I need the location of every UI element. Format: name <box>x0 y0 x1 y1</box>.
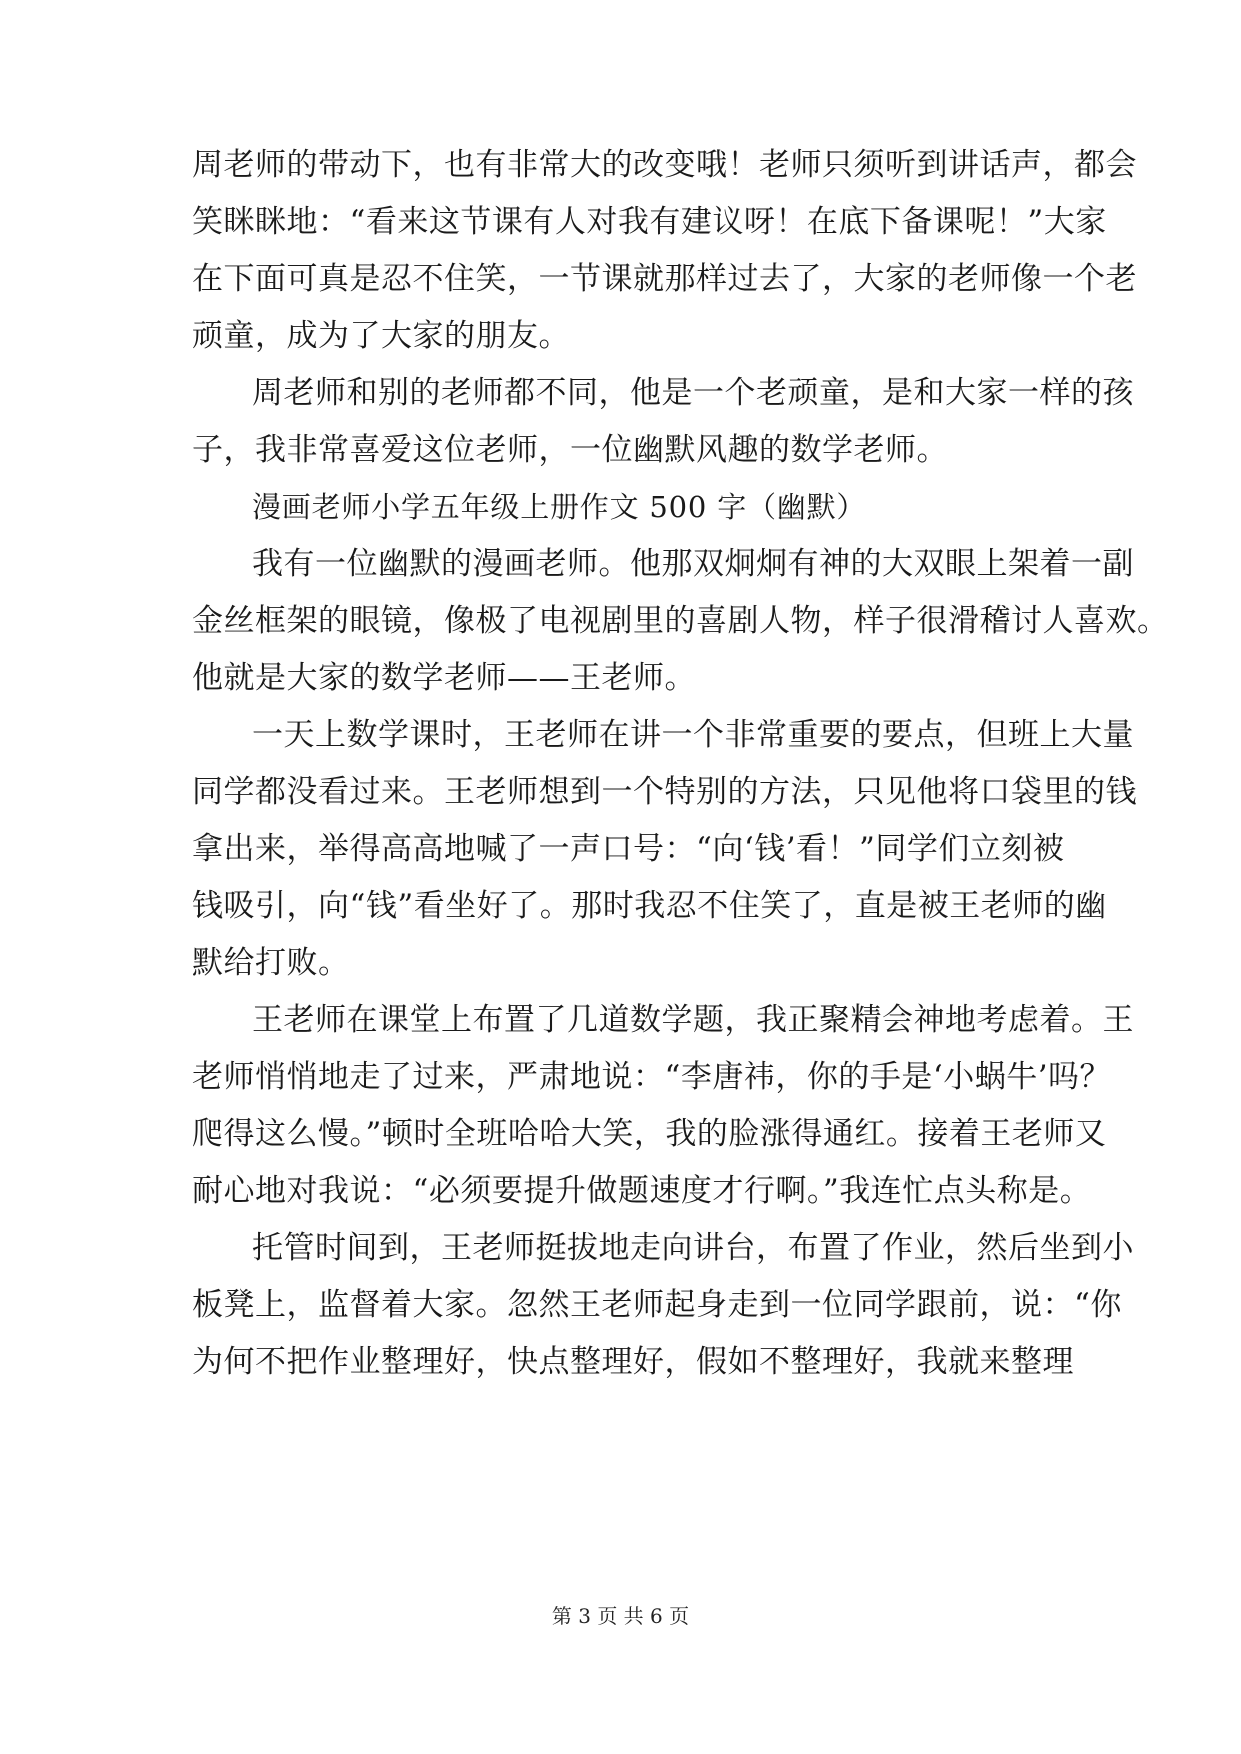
text-line: 他就是大家的数学老师——王老师。 <box>192 660 696 696</box>
paragraph-start-line: 托管时间到，王老师挺拔地走向讲台，布置了作业，然后坐到小 <box>252 1230 1134 1266</box>
text-line: 拿出来，举得高高地喊了一声口号：“向‘钱’看！”同学们立刻被 <box>192 831 1065 867</box>
paragraph-start-line: 王老师在课堂上布置了几道数学题，我正聚精会神地考虑着。王 <box>252 1002 1134 1038</box>
paragraph-start-line: 一天上数学课时，王老师在讲一个非常重要的要点，但班上大量 <box>252 717 1134 753</box>
text-line: 爬得这么慢。”顿时全班哈哈大笑，我的脸涨得通红。接着王老师又 <box>192 1116 1107 1152</box>
text-line: 钱吸引，向“钱”看坐好了。那时我忍不住笑了，直是被王老师的幽 <box>192 888 1107 924</box>
text-line: 默给打败。 <box>192 945 350 981</box>
text-line: 同学都没看过来。王老师想到一个特别的方法，只见他将口袋里的钱 <box>192 774 1137 810</box>
text-line: 板凳上，监督着大家。忽然王老师起身走到一位同学跟前，说：“你 <box>192 1287 1122 1323</box>
text-line: 耐心地对我说：“必须要提升做题速度才行啊。”我连忙点头称是。 <box>192 1173 1092 1209</box>
text-line: 老师悄悄地走了过来，严肃地说：“李唐祎，你的手是‘小蜗牛’吗？ <box>192 1059 1112 1095</box>
paragraph-start-line: 周老师和别的老师都不同，他是一个老顽童，是和大家一样的孩 <box>252 375 1134 411</box>
text-line: 为何不把作业整理好，快点整理好，假如不整理好，我就来整理 <box>192 1344 1074 1380</box>
text-line: 顽童，成为了大家的朋友。 <box>192 318 570 354</box>
page-number-footer: 第 3 页 共 6 页 <box>551 1604 690 1628</box>
text-line: 子，我非常喜爱这位老师，一位幽默风趣的数学老师。 <box>192 432 948 468</box>
text-line: 在下面可真是忍不住笑，一节课就那样过去了，大家的老师像一个老 <box>192 261 1137 297</box>
text-line: 周老师的带动下，也有非常大的改变哦！老师只须听到讲话声，都会 <box>192 147 1137 183</box>
paragraph-start-line: 我有一位幽默的漫画老师。他那双炯炯有神的大双眼上架着一副 <box>252 546 1134 582</box>
text-line: 金丝框架的眼镜，像极了电视剧里的喜剧人物，样子很滑稽讨人喜欢。 <box>192 603 1169 639</box>
text-line: 笑眯眯地：“看来这节课有人对我有建议呀！在底下备课呢！”大家 <box>192 204 1107 240</box>
essay-title: 漫画老师小学五年级上册作文 500 字（幽默） <box>252 490 867 524</box>
